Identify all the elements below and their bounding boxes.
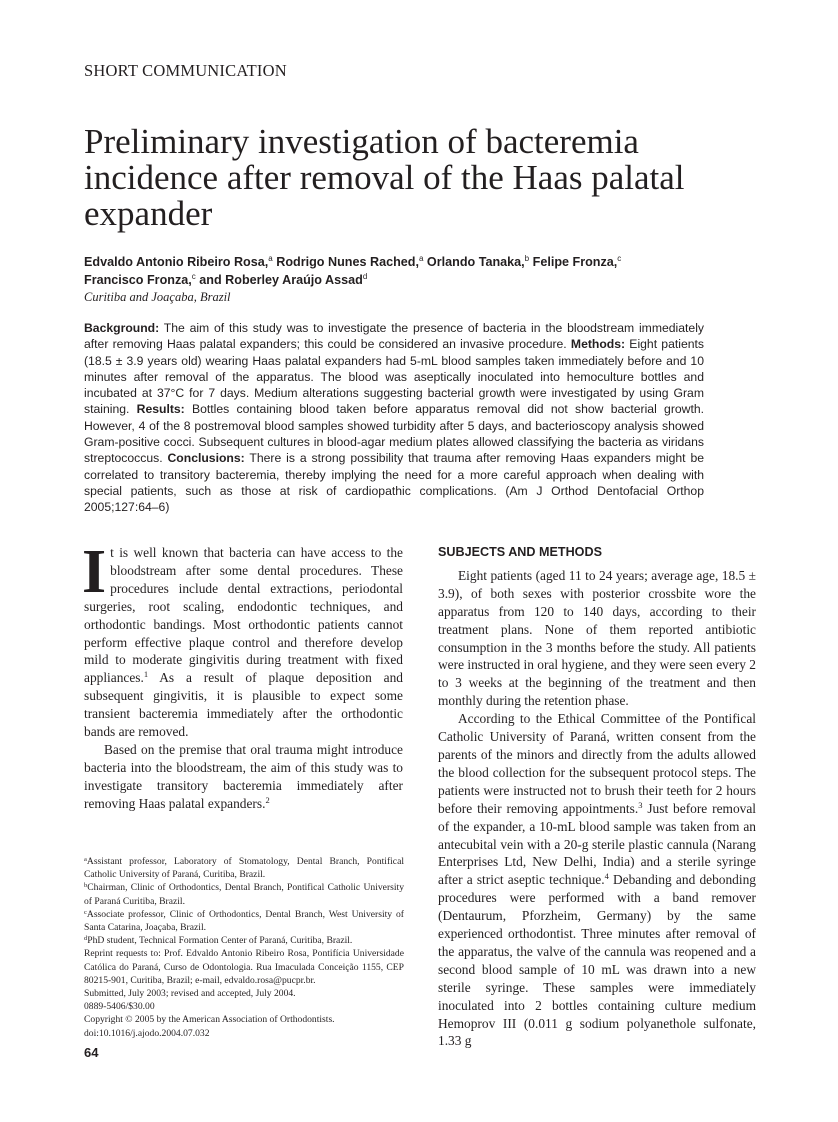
abstract-background: The aim of this study was to investigate the presence of bacteria in the bloodstream immediately after removing Haas palatal expanders; this could be considered an invasive procedure. (84, 321, 704, 352)
affiliation-mark: a (268, 254, 273, 263)
intro-paragraph (84, 741, 403, 813)
citation-link[interactable]: 4 (604, 871, 609, 882)
author-name: Felipe Fronza, (532, 255, 618, 269)
footnote-text: Associate professor, Clinic of Orthodontics, Dental Branch, West University of Santa Catarina, Joaçaba, Brazil. (84, 908, 404, 934)
methods-paragraph: Eight patients (aged 11 to 24 years; average age, 18.5 ± 3.9), of both sexes with posterior crossbite wore the apparatus from 120 to 140 days, according to their treatment plans. None of them reported antibiotic consumption in the 3 months before the study. All patients were instructed in oral hygiene, and they were seen every 2 to 3 weeks at the beginning of the treatment and then monthly during the retention phase. (438, 567, 756, 709)
methods-column (438, 544, 756, 1050)
intro-text: Based on the premise that oral trauma might introduce bacteria into the bloodstream, the aim of this study was to investigate transitory bacteremia immediately after removing Haas palatal expanders. (84, 741, 403, 811)
abstract-methods: Eight patients (18.5 ± 3.9 years old) wearing Haas palatal expanders had 5-mL blood samples taken immediately before and 10 minutes after removal of the apparatus. The blood was aseptically inoculated into hemoculture bottles and incubated at 37°C for 7 days. Medium alterations suggesting bacterial growth were investigated by using Gram staining. (84, 337, 704, 417)
footnote-text: Chairman, Clinic of Orthodontics, Dental Branch, Pontifical Catholic University of Paraná Curitiba, Brazil. (84, 882, 404, 907)
methods-paragraph (438, 710, 756, 1050)
methods-text: According to the Ethical Committee of the Pontifical Catholic University of Paraná, written consent from the parents of the minors and directly from the adults allowed the blood collection for the subsequent protocol steps. The patients were instructed not to brush their teeth for 2 hours before their removing appointments. (438, 711, 756, 816)
abstract-results: Bottles containing blood taken before apparatus removal did not show bacterial growth. However, 4 of the 8 postremoval blood samples showed turbidity after 5 days, and bacterioscopy analysis showed Gram-positive cocci. Subsequent cultures in blood-agar medium plates allowed classifying the bacteria as viridans streptococcus. (84, 402, 705, 466)
methods-text: Just before removal of the expander, a 10-mL blood sample was taken from an antecubital vein with a 20-g sterile plastic cannula (Narang Enterprises Ltd, New Delhi, India) and a sterile syringe after a strict aseptic technique. (438, 800, 756, 888)
affiliation-mark: d (362, 272, 368, 281)
author-name: Orlando Tanaka, (426, 255, 525, 269)
citation-link[interactable]: 2 (265, 794, 270, 805)
footnotes (84, 855, 404, 1040)
intro-text: t is well known that bacteria can have access to the bloodstream after some dental procedures. These procedures include dental extractions, periodontal surgeries, root scaling, endodontic techniques, and orthodontic bandings. Most orthodontic patients cannot perform effective plaque control and therefore develop mild to moderate gingivitis during treatment with fixed appliances. (84, 545, 403, 686)
author-name: and Roberley Araújo Assad (199, 273, 363, 287)
affiliation-mark: b (524, 254, 530, 263)
footnote-mark: a (84, 856, 87, 863)
footnote-affiliation-d (84, 934, 404, 947)
introduction-column (82, 538, 403, 813)
abstract-results-label: Results: (136, 402, 185, 417)
intro-paragraph (82, 538, 403, 741)
abstract-background-label: Background: (84, 321, 160, 335)
footnote-text: Assistant professor, Laboratory of Stomatology, Dental Branch, Pontifical Catholic University of Paraná, Curitiba, Brazil. (84, 856, 404, 881)
footnote-text: PhD student, Technical Formation Center of Paraná, Curitiba, Brazil. (87, 935, 353, 947)
footnote-affiliation-c (84, 908, 404, 934)
affiliation-mark: c (617, 254, 622, 263)
author-name: Francisco Fronza, (84, 273, 192, 287)
page-number: 64 (84, 1045, 99, 1060)
abstract-conclusions: There is a strong possibility that trauma after removing Haas expanders might be correlated to transitory bacteremia, thereby implying the need for a more careful approach when dealing with special patients, such as those at risk of cardiopathic complications. (Am J Orthod Dentofacial Orthop 2005;127:64–6) (84, 451, 704, 515)
price-code: 0889-5406/$30.00 (84, 1001, 155, 1013)
abstract-conclusions-label: Conclusions: (167, 451, 245, 466)
author-name: Rodrigo Nunes Rached, (276, 255, 419, 269)
article-title: Preliminary investigation of bacteremia incidence after removal of the Haas palatal expander (84, 122, 685, 233)
footnote-affiliation-b (84, 881, 404, 907)
footnote-mark: b (84, 882, 88, 890)
affiliation-mark: c (191, 272, 196, 281)
reprint-requests: Reprint requests to: Prof. Edvaldo Antonio Ribeiro Rosa, Pontifícia Universidade Católica do Paraná, Curso de Odontologia. Rua Imaculada Conceição 1155, CEP 80215-901, Curitiba, Brazil; e-mail, edvaldo.rosa@pucpr.br. (84, 948, 404, 986)
section-heading: SUBJECTS AND METHODS (438, 545, 602, 559)
author-list (84, 253, 744, 289)
citation-link[interactable]: 1 (143, 669, 149, 680)
drop-cap: I (82, 538, 107, 606)
section-label: SHORT COMMUNICATION (84, 61, 287, 80)
abstract-methods-label: Methods: (570, 337, 626, 352)
abstract (84, 320, 704, 516)
submission-dates: Submitted, July 2003; revised and accepted, July 2004. (84, 988, 296, 1000)
footnote-mark: d (84, 935, 88, 943)
author-location: Curitiba and Joaçaba, Brazil (84, 290, 231, 304)
footnote-mark: c (84, 908, 87, 916)
doi-link[interactable]: doi:10.1016/j.ajodo.2004.07.032 (84, 1027, 210, 1039)
author-name: Edvaldo Antonio Ribeiro Rosa, (84, 255, 269, 269)
citation-link[interactable]: 3 (638, 799, 643, 810)
footnote-affiliation-a (84, 855, 404, 881)
affiliation-mark: a (418, 254, 424, 263)
intro-text: As a result of plaque deposition and subsequent gingivitis, it is plausible to expect some transient bacteremia immediately after the orthodontic bands are removed. (84, 670, 403, 740)
methods-text: Debanding and debonding procedures were performed with a band remover (Dentaurum, Pforzheim, Germany) by the same experienced orthodontist. Three minutes after removal of the apparatus, the valve of the cannula was reopened and a second blood sample of 10 mL was drawn into a new sterile syringe. These samples were immediately inoculated into 2 bottles containing culture medium Hemoprov III (0.011 g sodium polyanethole sulfonate, 1.33 g (438, 872, 756, 1049)
copyright-notice: Copyright © 2005 by the American Association of Orthodontists. (84, 1014, 335, 1026)
